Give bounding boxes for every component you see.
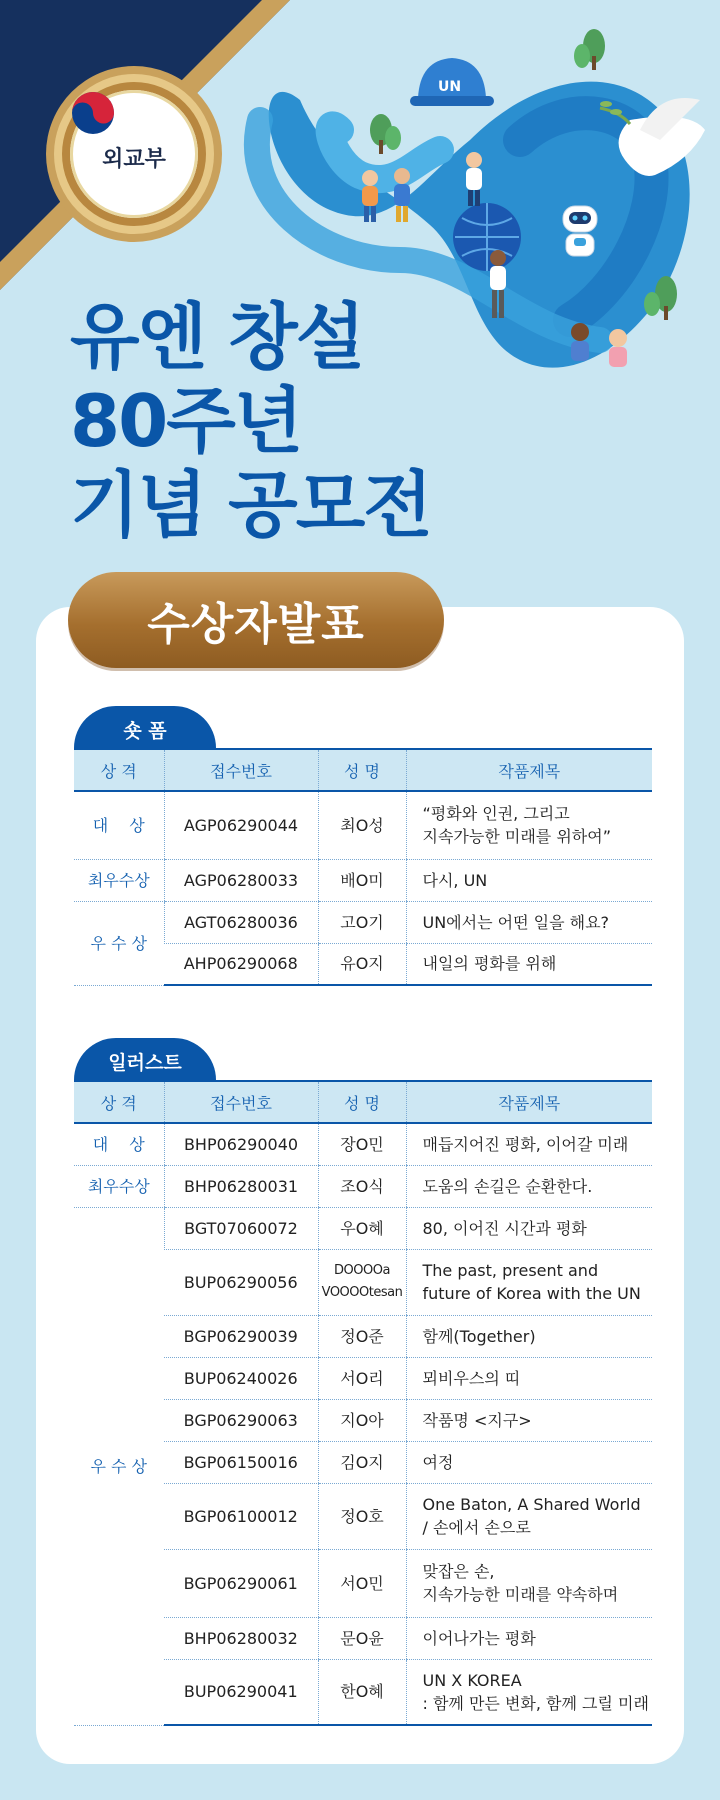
work-title: 함께(Together) [406,1315,652,1357]
entry-id: BGP06150016 [164,1441,318,1483]
svg-text:UN: UN [438,79,462,95]
table-row [74,791,652,859]
entrant-name-line: VOOOOtesan [321,1285,403,1300]
entry-id: AGP06280033 [164,859,318,901]
entrant-name: 지O아 [318,1399,406,1441]
work-title [406,1549,652,1617]
entrant-name: 우O혜 [318,1207,406,1249]
shorts-section [74,706,652,986]
work-title: 내일의 평화를 위해 [406,943,652,985]
table-header-row [74,1081,652,1123]
entrant-name: 정O호 [318,1483,406,1549]
work-title-line: 지속가능한 미래를 약속하며 [422,1585,619,1604]
entry-id: BGP06290039 [164,1315,318,1357]
work-title: 이어나가는 평화 [406,1617,652,1659]
shorts-tab: 숏 폼 [74,706,216,748]
work-title [406,1659,652,1725]
entrant-name: 고O기 [318,901,406,943]
work-title-line: 지속가능한 미래를 위하여” [422,827,611,847]
work-title: 매듭지어진 평화, 이어갈 미래 [406,1123,652,1165]
table-header-row [74,749,652,791]
entrant-name: 문O윤 [318,1617,406,1659]
work-title-line: future of Korea with the UN [422,1284,641,1303]
shorts-table [74,748,652,986]
entrant-name: 유O지 [318,943,406,985]
seal-face [70,90,198,218]
header-id: 접수번호 [164,749,318,791]
entry-id: BUP06290056 [164,1249,318,1315]
work-title [406,791,652,859]
table-row [74,859,652,901]
work-title-line: 맞잡은 손, [422,1562,495,1581]
entry-id: BGT07060072 [164,1207,318,1249]
work-title: 80, 이어진 시간과 평화 [406,1207,652,1249]
main-title [70,295,490,547]
header-award: 상 격 [74,1081,164,1123]
illust-table [74,1080,652,1726]
entry-id: BHP06280031 [164,1165,318,1207]
work-title: 뫼비우스의 띠 [406,1357,652,1399]
header-name: 성 명 [318,749,406,791]
un-helmet-icon [410,58,494,106]
entry-id: BGP06100012 [164,1483,318,1549]
entrant-name-line: DOOOOa [334,1263,390,1278]
entrant-name: 정O준 [318,1315,406,1357]
header-id: 접수번호 [164,1081,318,1123]
award-cell: 대 상 [74,791,164,859]
ministry-seal [44,64,224,244]
entrant-name: 배O미 [318,859,406,901]
work-title-line: One Baton, A Shared World [422,1495,641,1514]
work-title-line: UN X KOREA [422,1670,522,1690]
title-line: 기념 공모전 [70,463,431,547]
work-title-line: / 손에서 손으로 [422,1518,531,1537]
award-cell: 우 수 상 [74,1207,164,1725]
entrant-name: 장O민 [318,1123,406,1165]
table-row [74,1207,652,1249]
title-line: 80주년 [70,379,302,463]
work-title: 도움의 손길은 순환한다. [406,1165,652,1207]
hero [0,0,720,600]
illust-tab: 일러스트 [74,1038,216,1080]
table-row [74,1165,652,1207]
award-cell: 최우수상 [74,859,164,901]
entrant-name: 김O지 [318,1441,406,1483]
work-title: 다시, UN [406,859,652,901]
table-row [74,1123,652,1165]
entrant-name: 서O민 [318,1549,406,1617]
header-name: 성 명 [318,1081,406,1123]
header-title: 작품제목 [406,749,652,791]
seal-label: 외교부 [102,146,166,172]
award-cell: 최우수상 [74,1165,164,1207]
entry-id: AGT06280036 [164,901,318,943]
entrant-name: 조O식 [318,1165,406,1207]
entry-id: BGP06290061 [164,1549,318,1617]
entry-id: BGP06290063 [164,1399,318,1441]
title-line: 유엔 창설 [70,295,364,379]
work-title: UN에서는 어떤 일을 해요? [406,901,652,943]
award-cell: 우 수 상 [74,901,164,985]
entrant-name: 한O혜 [318,1659,406,1725]
entrant-name [318,1249,406,1315]
award-cell: 대 상 [74,1123,164,1165]
illust-section [74,1038,652,1726]
work-title [406,1483,652,1549]
taegeuk-icon [70,90,116,136]
entry-id: BUP06290041 [164,1659,318,1725]
entrant-name: 서O리 [318,1357,406,1399]
table-row [74,901,652,943]
entry-id: AGP06290044 [164,791,318,859]
work-title-line: The past, present and [422,1261,599,1280]
entry-id: AHP06290068 [164,943,318,985]
entry-id: BUP06240026 [164,1357,318,1399]
winners-banner: 수상자발표 [68,572,444,668]
header-title: 작품제목 [406,1081,652,1123]
work-title-line: “평화와 인권, 그리고 [422,804,570,824]
entrant-name: 최O성 [318,791,406,859]
work-title: 여정 [406,1441,652,1483]
entry-id: BHP06290040 [164,1123,318,1165]
work-title-line: : 함께 만든 변화, 함께 그릴 미래 [422,1693,649,1713]
header-award: 상 격 [74,749,164,791]
work-title [406,1249,652,1315]
work-title: 작품명 <지구> [406,1399,652,1441]
entry-id: BHP06280032 [164,1617,318,1659]
